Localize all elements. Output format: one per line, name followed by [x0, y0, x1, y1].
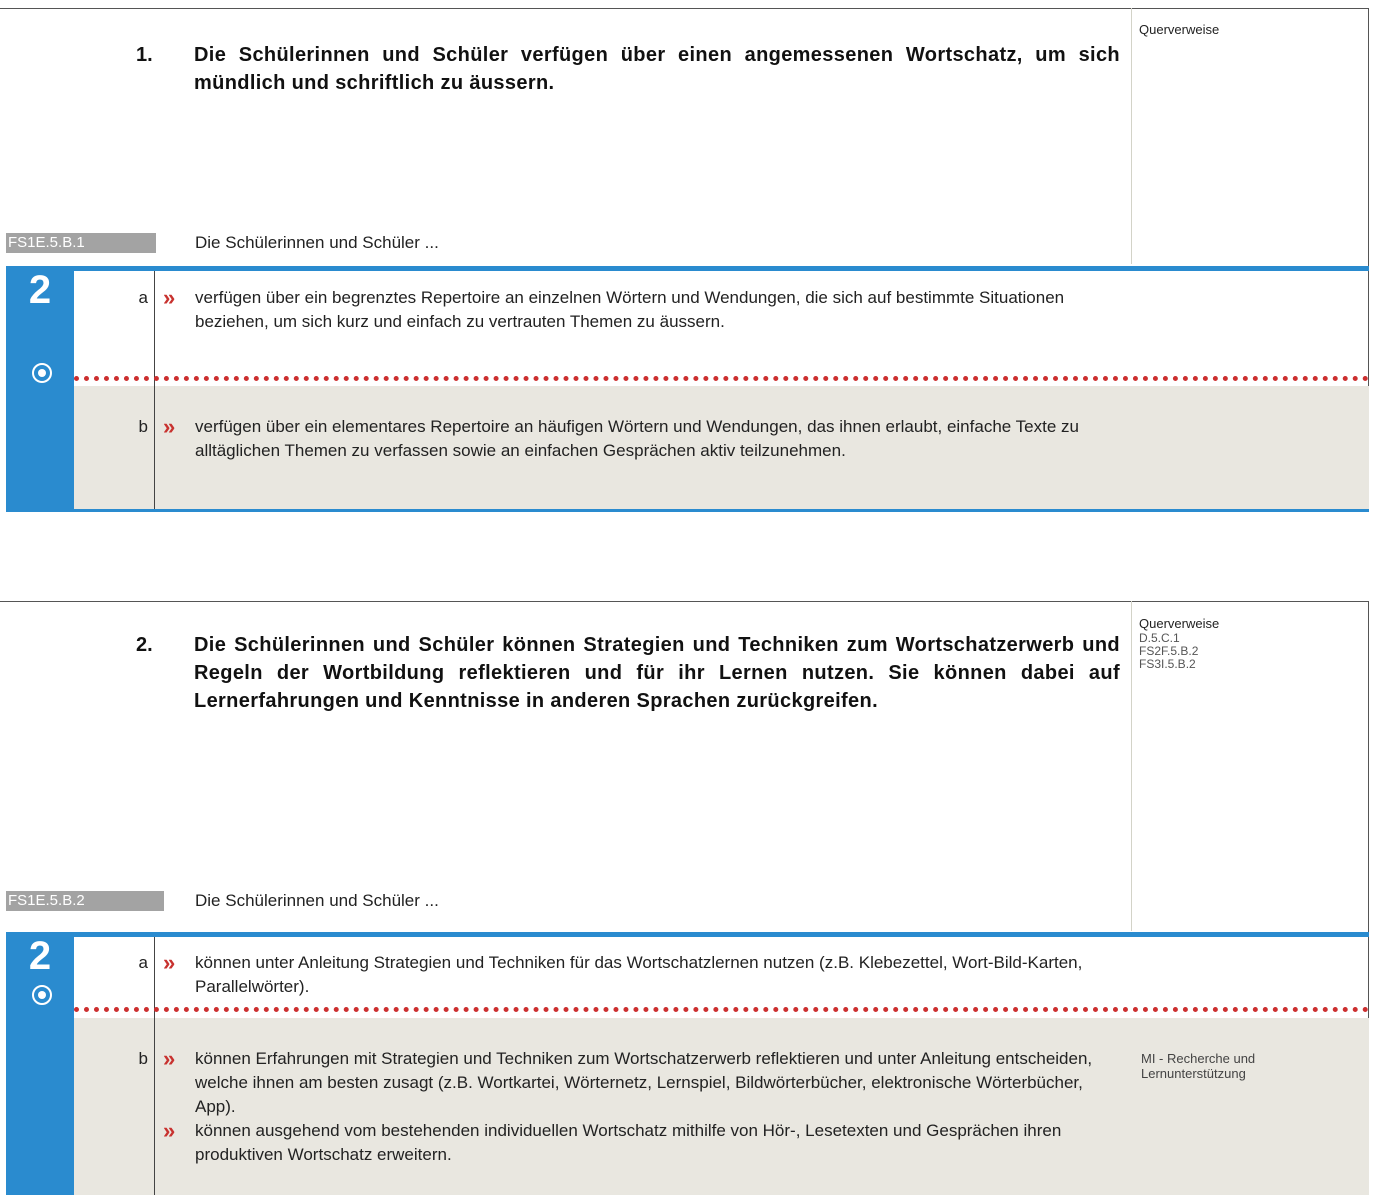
bullet-icon: » — [163, 950, 176, 975]
querverweis-link[interactable]: D.5.C.1 — [1139, 631, 1180, 645]
competence-code-badge: FS1E.5.B.1 — [6, 233, 156, 253]
level-marker-icon — [32, 363, 52, 383]
section-bottom-rule — [6, 509, 1369, 512]
querverweise-column-divider — [1131, 601, 1132, 931]
competence-number: 2. — [136, 634, 153, 656]
bullet-icon: » — [163, 285, 176, 310]
item-side-note: MI - Recherche und Lernunterstützung — [1141, 1051, 1256, 1081]
competence-intro: Die Schülerinnen und Schüler ... — [195, 891, 439, 910]
letter-column-divider — [154, 937, 155, 1195]
competence-heading-text: Die Schülerinnen und Schüler können Strategien und Techniken zum Wortschatzerwerb und Regeln der Wortbildung reflektieren und für ihr Lernen nutzen. Sie können dabei auf Lernerfahrungen und Kenntnisse in anderen Sprachen zurückgreifen. — [194, 634, 1120, 712]
bullet-icon: » — [163, 414, 176, 439]
level-sidebar — [6, 266, 74, 510]
competence-number: 1. — [136, 44, 153, 66]
querverweise-column-divider — [1131, 8, 1132, 264]
level-marker-icon — [32, 985, 52, 1005]
item-text-b-1: können Erfahrungen mit Strategien und Techniken zum Wortschatzerwerb reflektieren und unter Anleitung entscheiden, welche ihnen am besten zusagt (z.B. Wortkartei, Wörternetz, Lernspiel, Bildwörterbücher, elektronische Wörterbücher, App). — [195, 1049, 1093, 1116]
querverweis-link[interactable]: FS3I.5.B.2 — [1139, 657, 1196, 671]
item-text-a: können unter Anleitung Strategien und Techniken für das Wortschatzlernen nutzen (z.B. Klebezettel, Wort-Bild-Karten, Parallelwörter). — [195, 953, 1083, 996]
item-text-a: verfügen über ein begrenztes Repertoire an einzelnen Wörtern und Wendungen, die sich auf bestimmte Situationen beziehen, um sich kurz und einfach zu vertrauten Themen zu äussern. — [195, 288, 1065, 331]
querverweis-link[interactable]: FS2F.5.B.2 — [1139, 644, 1199, 658]
competence-section-1 — [0, 8, 1369, 512]
level-dotted-divider — [74, 1007, 1369, 1012]
section-blue-rule — [6, 932, 1369, 937]
querverweise-title: Querverweise — [1139, 22, 1220, 37]
competence-code-badge: FS1E.5.B.2 — [6, 891, 164, 911]
item-letter-a: a — [138, 288, 148, 307]
level-dotted-divider — [74, 376, 1369, 381]
section-top-rule — [0, 8, 1369, 9]
item-text-b-2: können ausgehend vom bestehenden individuellen Wortschatz mithilfe von Hör-, Lesetexten und Gesprächen ihren produktiven Wortschatz erweitern. — [195, 1121, 1062, 1164]
item-letter-b: b — [138, 1049, 148, 1068]
competence-intro: Die Schülerinnen und Schüler ... — [195, 233, 439, 252]
competence-heading-text: Die Schülerinnen und Schüler verfügen über einen angemessenen Wortschatz, um sich mündlich und schriftlich zu äussern. — [194, 44, 1120, 94]
section-blue-rule — [6, 266, 1369, 271]
querverweise-title: Querverweise — [1139, 616, 1220, 631]
section-top-rule — [0, 601, 1369, 602]
level-sidebar — [6, 932, 74, 1195]
item-letter-b: b — [138, 417, 148, 436]
bullet-icon: » — [163, 1118, 176, 1143]
level-number: 2 — [28, 934, 52, 978]
competence-section-2 — [0, 601, 1369, 1195]
item-text-b: verfügen über ein elementares Repertoire an häufigen Wörtern und Wendungen, das ihnen erlaubt, einfache Texte zu alltäglichen Themen zu verfassen sowie an einfachen Gesprächen aktiv teilzunehmen. — [195, 417, 1079, 460]
level-number: 2 — [28, 268, 52, 312]
bullet-icon: » — [163, 1046, 176, 1071]
item-letter-a: a — [138, 953, 148, 972]
letter-column-divider — [154, 271, 155, 510]
